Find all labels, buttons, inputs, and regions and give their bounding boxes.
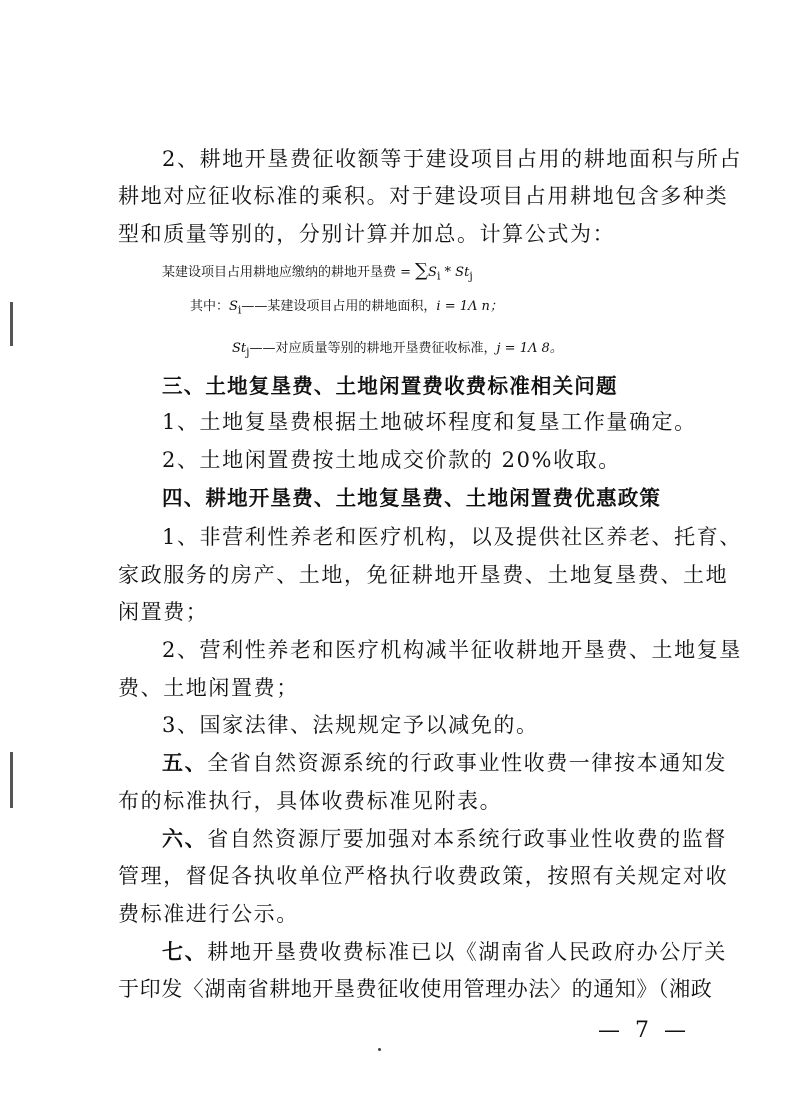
paragraph-line: 费标准进行公示。 (118, 902, 299, 926)
formula-var: St (232, 341, 247, 356)
section-number: 六、 (162, 827, 208, 851)
paragraph-line: 2、耕地开垦费征收额等于建设项目占用的耕地面积与所占 (162, 147, 742, 171)
paragraph-line: 2、土地闲置费按土地成交价款的 20%收取。 (162, 448, 621, 472)
section-text: 耕地开垦费收费标准已以《湖南省人民政府办公厅关 (207, 940, 728, 964)
formula-range: i = 1Λ n； (436, 299, 503, 314)
formula-main (162, 262, 473, 286)
section-5-line (162, 749, 728, 777)
paragraph-line: 1、土地复垦费根据土地破坏程度和复垦工作量确定。 (162, 410, 697, 434)
paragraph-line: 耕地对应征收标准的乘积。对于建设项目占用耕地包含多种类 (118, 184, 729, 208)
section-heading-3: 三、土地复垦费、土地闲置费收费标准相关问题 (162, 374, 618, 398)
formula-desc: ——对应质量等别的耕地开垦费征收标准， (249, 341, 497, 356)
paragraph-line: 3、国家法律、法规规定予以减免的。 (162, 713, 539, 737)
section-6-line (162, 825, 728, 853)
paragraph-line: 闲置费； (118, 600, 209, 624)
formula-var: S (229, 299, 238, 314)
paragraph-line: 1、非营利性养老和医疗机构，以及提供社区养老、托育、 (162, 525, 742, 549)
section-number: 五、 (162, 751, 208, 775)
binding-mark-top (10, 302, 13, 346)
formula-label: 某建设项目占用耕地应缴纳的耕地开垦费 = (162, 265, 416, 280)
formula-sub: j (246, 345, 250, 359)
formula-sub: i (237, 303, 242, 317)
formula-var: * St (440, 265, 470, 280)
section-7-line (162, 938, 728, 966)
section-text: 省自然资源厅要加强对本系统行政事业性收费的监督 (207, 827, 728, 851)
paragraph-line: 2、营利性养老和医疗机构减半征收耕地开垦费、土地复垦 (162, 638, 742, 662)
formula-range: j = 1Λ 8。 (496, 341, 563, 356)
paragraph-line: 管理，督促各执收单位严格执行收费政策，按照有关规定对收 (118, 864, 729, 888)
binding-mark-bottom (10, 752, 13, 808)
paragraph-line: 家政服务的房产、土地，免征耕地开垦费、土地复垦费、土地 (118, 563, 729, 587)
formula-prefix: 其中： (190, 299, 230, 314)
paragraph-line: 型和质量等别的，分别计算并加总。计算公式为： (118, 222, 616, 246)
formula-where-standard (232, 340, 563, 362)
page-number: — 7 — (598, 1018, 690, 1043)
section-heading-4: 四、耕地开垦费、土地复垦费、土地闲置费优惠政策 (162, 486, 662, 510)
formula-sub: j (469, 269, 473, 283)
sum-symbol: ∑ (415, 260, 429, 281)
paragraph-line: 布的标准执行，具体收费标准见附表。 (118, 789, 503, 813)
paragraph-line: 于印发〈湖南省耕地开垦费征收使用管理办法〉的通知》（湘政 (118, 977, 713, 1001)
formula-var: S (428, 265, 437, 280)
formula-where-area (190, 298, 503, 320)
paragraph-line: 费、土地闲置费； (118, 676, 299, 700)
formula-sub: i (436, 269, 441, 283)
section-number: 七、 (162, 940, 208, 964)
section-text: 全省自然资源系统的行政事业性收费一律按本通知发 (207, 751, 728, 775)
scan-speck (378, 1048, 381, 1051)
formula-desc: ——某建设项目占用的耕地面积， (241, 299, 437, 314)
